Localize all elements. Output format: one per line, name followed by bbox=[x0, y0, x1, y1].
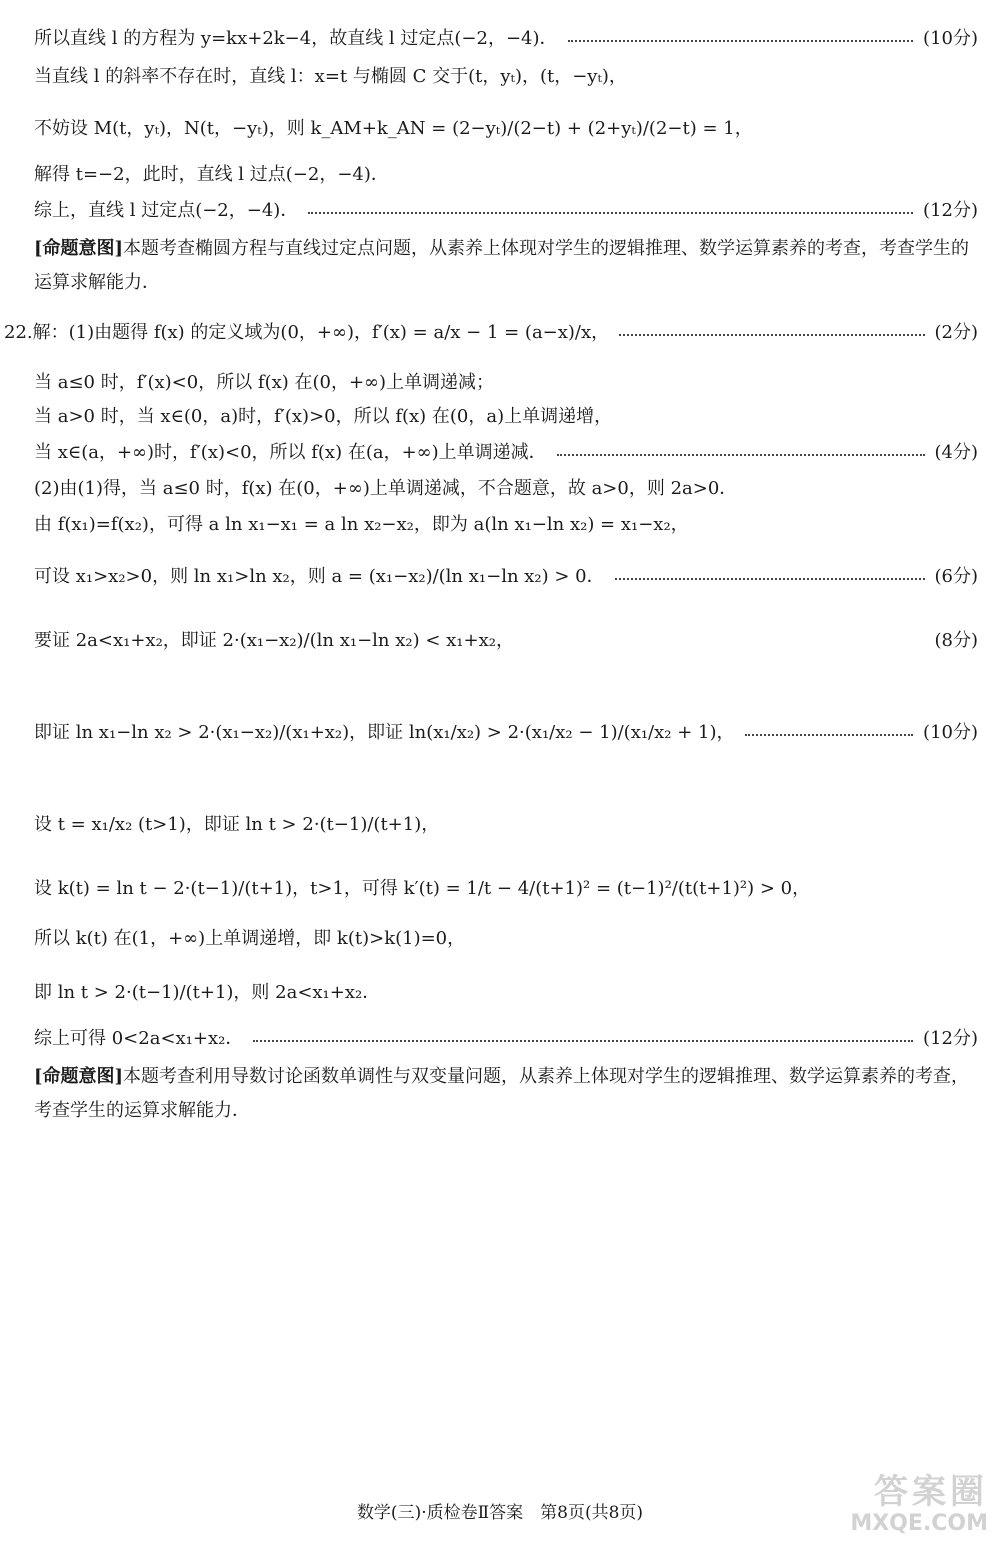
watermark-text: 答案圈 bbox=[874, 1472, 988, 1512]
page-footer: 数学(三)·质检卷Ⅱ答案 第8页(共8页) bbox=[356, 1503, 644, 1523]
score-label: (10分) bbox=[923, 722, 978, 743]
intent-paragraph-1 bbox=[34, 232, 978, 300]
score-label: (12分) bbox=[923, 1028, 978, 1049]
score-label: (2分) bbox=[934, 322, 978, 343]
line-8: 当 a>0 时，当 x∈(0，a)时，f′(x)>0，所以 f(x) 在(0，a)上单调递增， bbox=[34, 406, 613, 427]
score-label: (4分) bbox=[934, 442, 978, 463]
line-13: 要证 2a<x₁+x₂，即证 2·(x₁−x₂)/(ln x₁−ln x₂) < x₁+x₂， (8分) bbox=[34, 628, 978, 654]
line-3: 不妨设 M(t，yₜ)，N(t，−yₜ)，则 k_AM+k_AN = (2−yₜ)/(2−t) + (2+yₜ)/(2−t) = 1， bbox=[34, 118, 753, 139]
watermark-logo bbox=[818, 1472, 988, 1540]
score-label: (10分) bbox=[923, 28, 978, 49]
line-19: 综上可得 0<2a<x₁+x₂． (12分) bbox=[34, 1026, 978, 1052]
line-12: 可设 x₁>x₂>0，则 ln x₁>ln x₂，则 a = (x₁−x₂)/(ln x₁−ln x₂) > 0． (6分) bbox=[34, 564, 978, 590]
score-label: (6分) bbox=[934, 566, 978, 587]
line-18: 即 ln t > 2·(t−1)/(t+1)，则 2a<x₁+x₂． bbox=[34, 982, 381, 1003]
line-1: 所以直线 l 的方程为 y=kx+2k−4，故直线 l 过定点(−2，−4)． (10分) bbox=[34, 26, 978, 52]
intent-tag: [命题意图] bbox=[34, 1066, 124, 1087]
line-14: 即证 ln x₁−ln x₂ > 2·(x₁−x₂)/(x₁+x₂)，即证 ln(x₁/x₂) > 2·(x₁/x₂ − 1)/(x₁/x₂ + 1)， (10分) bbox=[34, 720, 978, 746]
line-10: (2)由(1)得，当 a≤0 时，f(x) 在(0，+∞)上单调递减，不合题意，故 a>0，则 2a>0． bbox=[34, 478, 738, 499]
score-label: (12分) bbox=[923, 200, 978, 221]
intent-paragraph-2 bbox=[34, 1060, 978, 1128]
line-15: 设 t = x₁/x₂ (t>1)，即证 ln t > 2·(t−1)/(t+1)， bbox=[34, 814, 440, 835]
line-q22-head: 22.解：(1)由题得 f(x) 的定义域为(0，+∞)，f′(x) = a/x − 1 = (a−x)/x， (2分) bbox=[4, 320, 978, 346]
watermark-url: MXQE.COM bbox=[850, 1511, 988, 1536]
line-17: 所以 k(t) 在(1，+∞)上单调递增，即 k(t)>k(1)=0， bbox=[34, 928, 466, 949]
line-2: 当直线 l 的斜率不存在时，直线 l：x=t 与椭圆 C 交于(t，yₜ)，(t，−yₜ)， bbox=[34, 66, 627, 87]
score-label: (8分) bbox=[934, 630, 978, 651]
intent-text: 本题考查利用导数讨论函数单调性与双变量问题，从素养上体现对学生的逻辑推理、数学运算素养的考查，考查学生的运算求解能力． bbox=[34, 1066, 970, 1121]
intent-text: 本题考查椭圆方程与直线过定点问题，从素养上体现对学生的逻辑推理、数学运算素养的考查，考查学生的运算求解能力． bbox=[34, 238, 970, 293]
line-11: 由 f(x₁)=f(x₂)，可得 a ln x₁−x₁ = a ln x₂−x₂，即为 a(ln x₁−ln x₂) = x₁−x₂， bbox=[34, 514, 689, 535]
line-5: 综上，直线 l 过定点(−2，−4)． (12分) bbox=[34, 198, 978, 224]
line-9: 当 x∈(a，+∞)时，f′(x)<0，所以 f(x) 在(a，+∞)上单调递减． (4分) bbox=[34, 440, 978, 466]
line-16: 设 k(t) = ln t − 2·(t−1)/(t+1)，t>1，可得 k′(t) = 1/t − 4/(t+1)² = (t−1)²/(t(t+1)²) > 0， bbox=[34, 878, 811, 899]
line-7: 当 a≤0 时，f′(x)<0，所以 f(x) 在(0，+∞)上单调递减； bbox=[34, 372, 495, 393]
line-4: 解得 t=−2，此时，直线 l 过点(−2，−4)． bbox=[34, 164, 389, 185]
intent-tag: [命题意图] bbox=[34, 238, 124, 259]
